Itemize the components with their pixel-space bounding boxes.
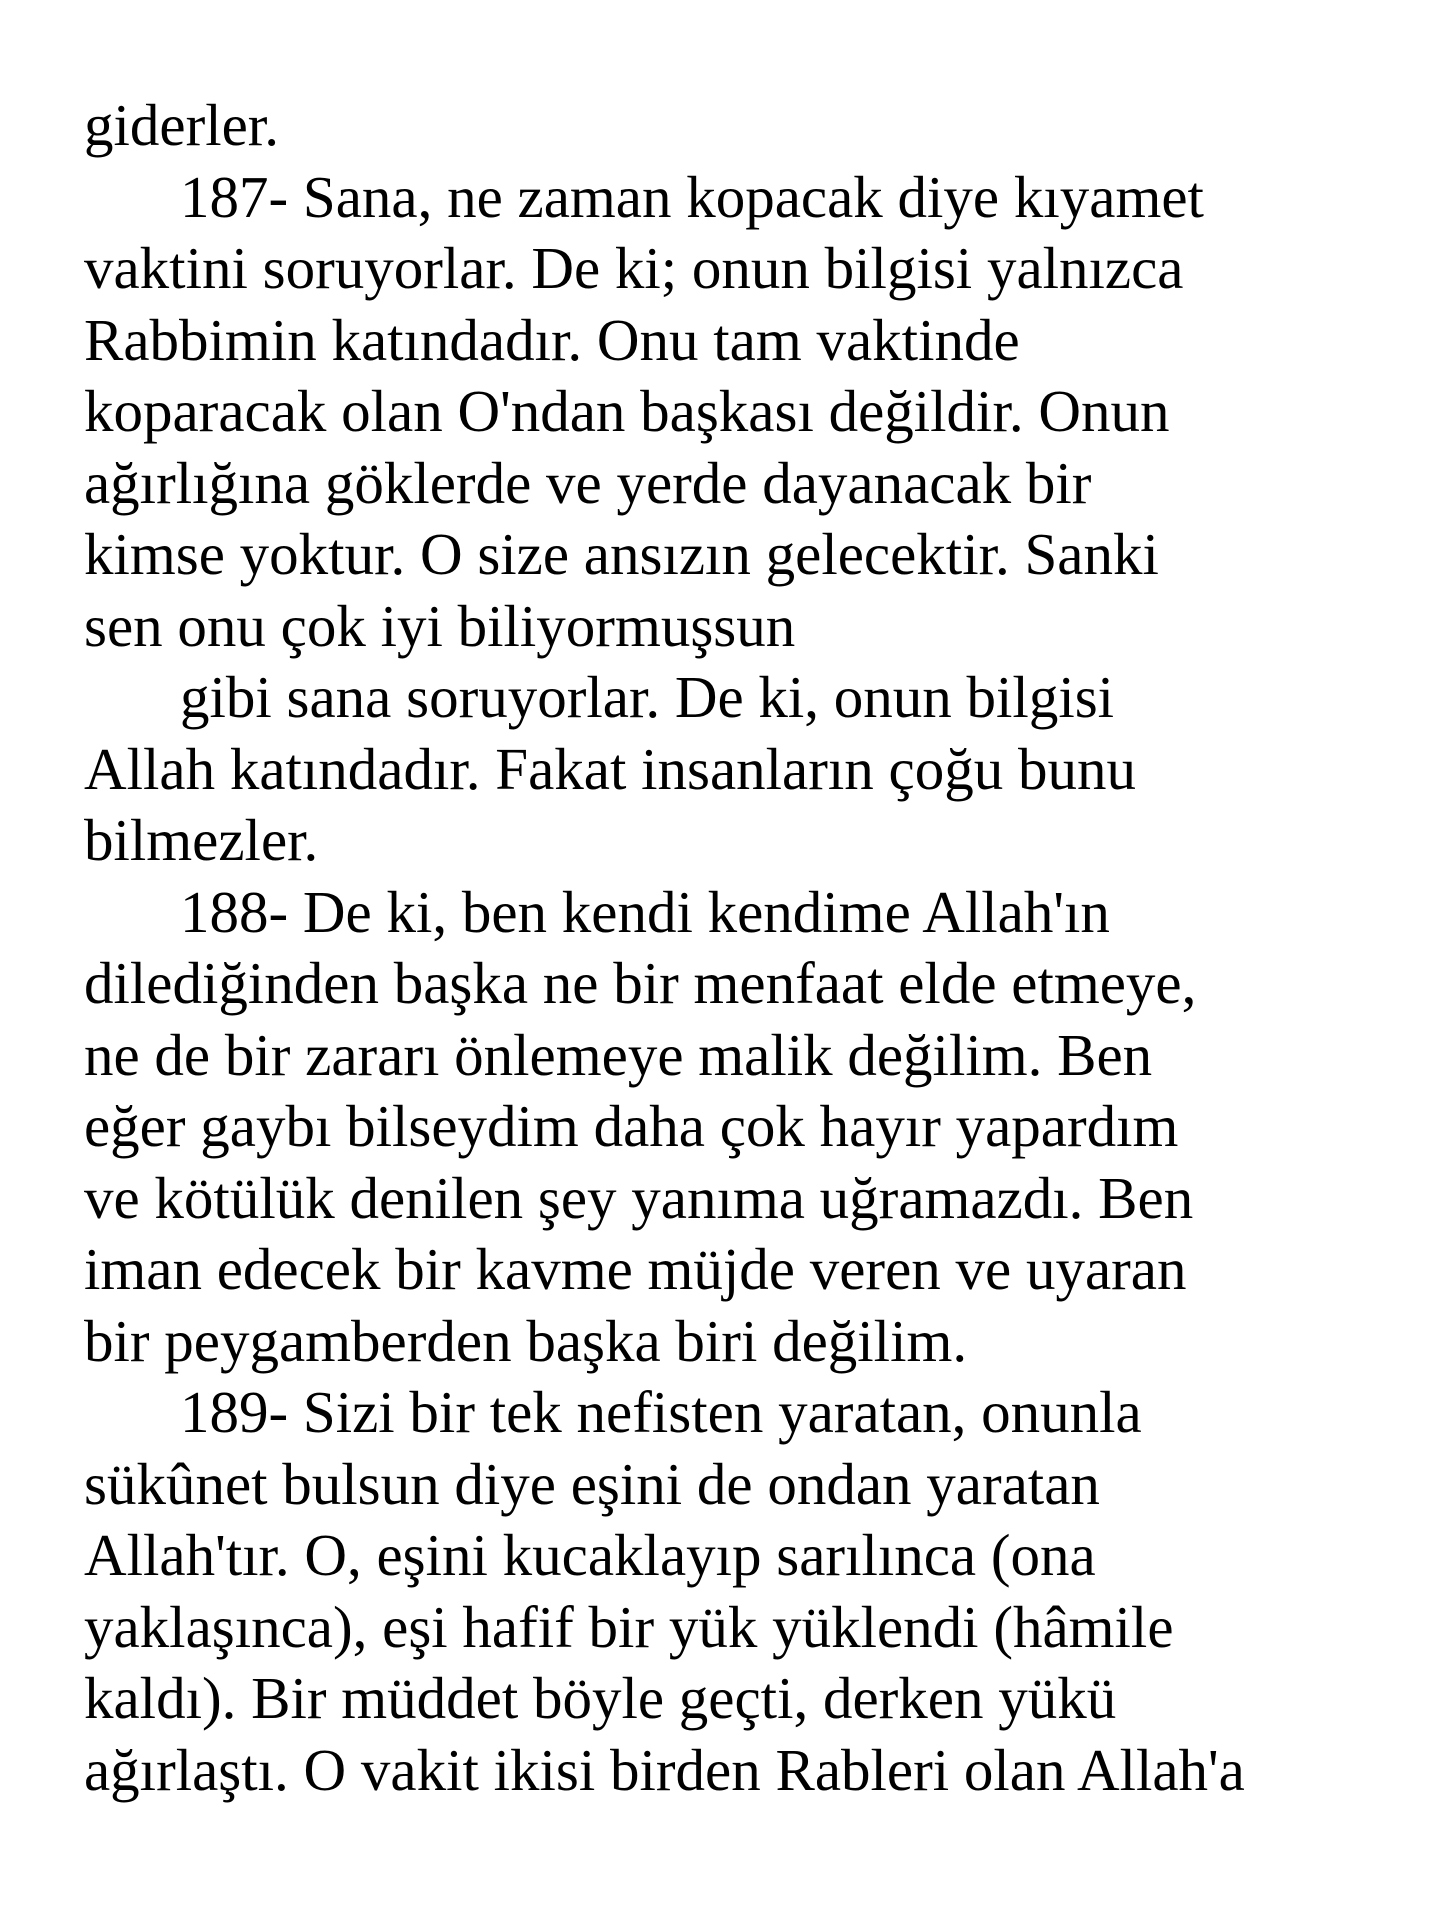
text-line: 189- Sizi bir tek nefisten yaratan, onunla [180, 1379, 1142, 1445]
text-line: giderler. [84, 92, 279, 158]
text-line: kaldı). Bir müddet böyle geçti, derken yükü [84, 1665, 1117, 1731]
text-line: Allah katındadır. Fakat insanların çoğu bunu [84, 735, 1136, 802]
text-line: bir peygamberden başka biri değilim. [84, 1307, 968, 1374]
text-line: koparacak olan O'ndan başkası değildir. Onun [84, 378, 1170, 444]
text-line: ağırlığına göklerde ve yerde dayanacak bir [84, 449, 1092, 516]
text-line: sükûnet bulsun diye eşini de ondan yaratan [84, 1450, 1100, 1517]
text-line: dilediğinden başka ne bir menfaat elde etmeye, [84, 950, 1197, 1016]
text-line: gibi sana soruyorlar. De ki, onun bilgisi [180, 664, 1115, 730]
text-line: ne de bir zararı önlemeye malik değilim. Ben [84, 1021, 1153, 1088]
text-line: vaktini soruyorlar. De ki; onun bilgisi yalnızca [84, 235, 1184, 301]
text-line: bilmezler. [84, 807, 319, 873]
text-line: kimse yoktur. O size ansızın gelecektir. Sanki [84, 521, 1159, 587]
text-line: Allah'tır. O, eşini kucaklayıp sarılınca (ona [84, 1522, 1096, 1588]
text-line: yaklaşınca), eşi hafif bir yük yüklendi (hâmile [84, 1593, 1174, 1660]
text-line: 188- De ki, ben kendi kendime Allah'ın [180, 878, 1110, 945]
text-line: Rabbimin katındadır. Onu tam vaktinde [84, 306, 1020, 373]
text-line: eğer gaybı bilseydim daha çok hayır yapardım [84, 1093, 1179, 1159]
body-text [84, 90, 1424, 1806]
text-line: iman edecek bir kavme müjde veren ve uyaran [84, 1236, 1187, 1302]
text-line: sen onu çok iyi biliyormuşsun [84, 592, 796, 659]
text-line: ve kötülük denilen şey yanıma uğramazdı. Ben [84, 1164, 1194, 1231]
text-line: ağırlaştı. O vakit ikisi birden Rableri olan Allah'a [84, 1736, 1245, 1803]
text-line: 187- Sana, ne zaman kopacak diye kıyamet [180, 163, 1204, 230]
